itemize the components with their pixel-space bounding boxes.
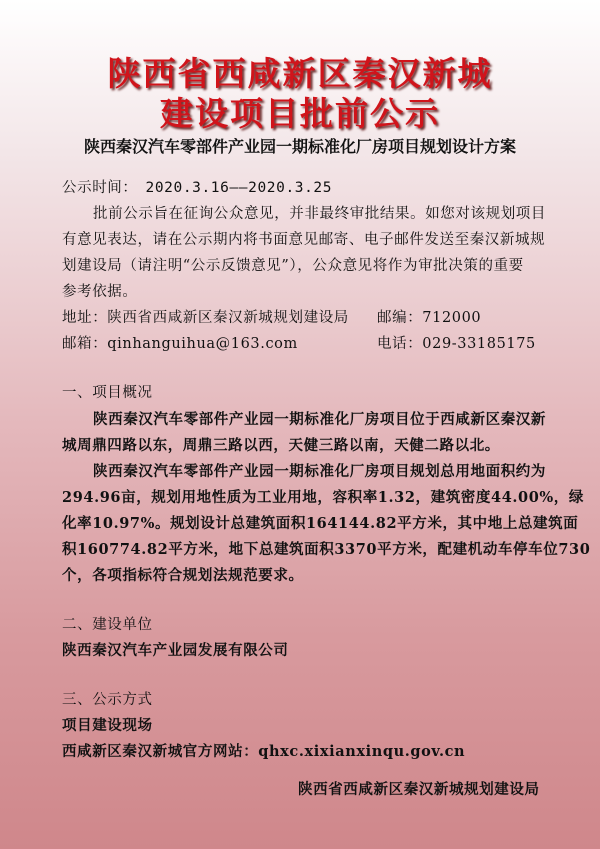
address: 地址：陕西省西咸新区秦汉新城规划建设局 [62,310,349,326]
period-value: 2020.3.16——2020.3.25 [145,180,333,196]
intro-line: 划建设局（请注明“公示反馈意见”），公众意见将作为审批决策的重要 [62,258,524,274]
section1-line: 陕西秦汉汽车零部件产业园一期标准化厂房项目位于西咸新区秦汉新 [93,411,546,428]
period [62,178,332,198]
phone: 电话：029-33185175 [377,336,536,352]
section1-line: 化率10.97%。规划设计总建筑面积164144.82平方米，其中地上总建筑面 [62,515,579,532]
title-line-2: 建设项目批前公示 [160,94,440,133]
postcode: 邮编：712000 [377,310,482,326]
section1-line: 陕西秦汉汽车零部件产业园一期标准化厂房项目规划总用地面积约为 [93,463,546,480]
section3-heading: 三、公示方式 [62,692,153,708]
subtitle: 陕西秦汉汽车零部件产业园一期标准化厂房项目规划设计方案 [83,137,516,156]
title-line-1: 陕西省西咸新区秦汉新城 [107,54,493,93]
intro-line: 批前公示旨在征询公众意见，并非最终审批结果。如您对该规划项目 [93,206,546,222]
email: 邮箱：qinhanguihua@163.com [62,336,298,352]
section1-line: 积160774.82平方米，地下总建筑面积3370平方米，配建机动车停车位730 [62,541,591,558]
section1-line: 个，各项指标符合规划法规范要求。 [62,567,304,584]
section1-heading: 一、项目概况 [62,385,153,401]
signature: 陕西省西咸新区秦汉新城规划建设局 [298,781,540,798]
intro-line: 参考依据。 [62,284,138,300]
period-label: 公示时间： [62,180,138,196]
section3-line: 项目建设现场 [62,717,153,734]
section2-heading: 二、建设单位 [62,617,153,633]
section1-line: 城周鼎四路以东，周鼎三路以西，天健三路以南，天健二路以北。 [62,437,500,454]
section3-line: 西咸新区秦汉新城官方网站：qhxc.xixianxinqu.gov.cn [62,743,466,760]
section1-line: 294.96亩，规划用地性质为工业用地，容积率1.32，建筑密度44.00%，绿 [62,489,584,506]
section2-content: 陕西秦汉汽车产业园发展有限公司 [62,642,289,659]
intro-line: 有意见表达，请在公示期内将书面意见邮寄、电子邮件发送至秦汉新城规 [62,232,546,248]
